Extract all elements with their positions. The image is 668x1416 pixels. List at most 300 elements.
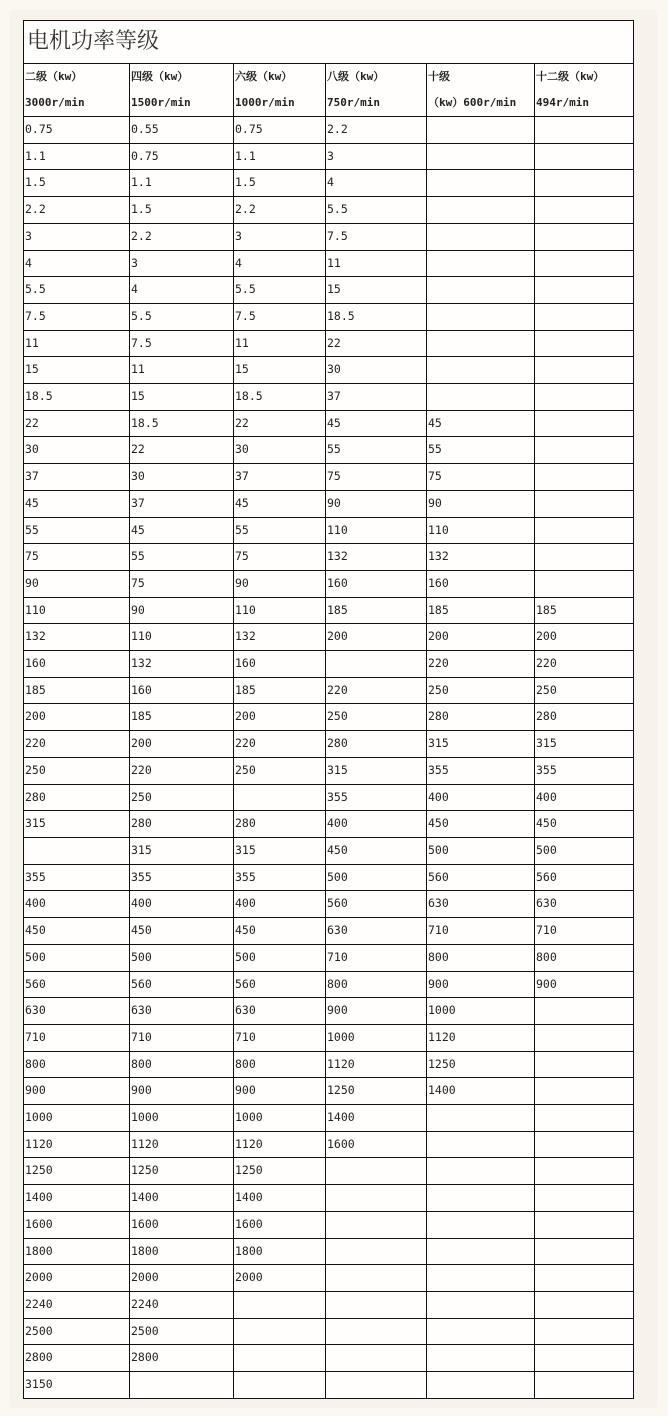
table-cell: 355 <box>234 864 326 891</box>
header-cell <box>427 64 535 117</box>
table-cell: 1000 <box>234 1105 326 1132</box>
table-cell: 355 <box>535 757 634 784</box>
table-cell: 3 <box>234 223 326 250</box>
table-cell: 800 <box>234 1051 326 1078</box>
table-cell: 710 <box>326 944 427 971</box>
table-row <box>24 944 634 971</box>
table-cell: 1120 <box>326 1051 427 1078</box>
table-cell: 55 <box>234 517 326 544</box>
table-row <box>24 170 634 197</box>
table-row <box>24 410 634 437</box>
table-cell: 160 <box>427 570 535 597</box>
table-cell: 22 <box>130 437 234 464</box>
table-cell: 90 <box>24 570 130 597</box>
table-cell: 2800 <box>24 1345 130 1372</box>
table-cell <box>24 837 130 864</box>
table-row <box>24 624 634 651</box>
table-cell: 7.5 <box>24 303 130 330</box>
table-cell: 11 <box>326 250 427 277</box>
table-cell <box>427 1185 535 1212</box>
table-row <box>24 1372 634 1399</box>
table-cell: 5.5 <box>326 197 427 224</box>
table-cell <box>427 250 535 277</box>
table-cell <box>326 1372 427 1399</box>
table-cell: 5.5 <box>234 277 326 304</box>
table-cell: 22 <box>234 410 326 437</box>
table-cell: 110 <box>234 597 326 624</box>
table-cell: 185 <box>130 704 234 731</box>
table-cell <box>535 1291 634 1318</box>
table-row <box>24 677 634 704</box>
header-speed: 750r/min <box>327 96 380 109</box>
table-cell: 1.5 <box>130 197 234 224</box>
table-cell <box>535 303 634 330</box>
table-cell <box>427 1238 535 1265</box>
table-cell: 0.75 <box>234 117 326 144</box>
header-cell <box>535 64 634 117</box>
table-cell <box>535 1105 634 1132</box>
table-cell: 37 <box>24 464 130 491</box>
table-cell <box>427 1345 535 1372</box>
table-cell: 450 <box>535 811 634 838</box>
table-cell: 450 <box>24 918 130 945</box>
table-cell: 11 <box>130 357 234 384</box>
table-cell <box>535 384 634 411</box>
title-row <box>24 21 634 64</box>
table-cell: 185 <box>24 677 130 704</box>
table-cell: 900 <box>535 971 634 998</box>
table-cell: 0.75 <box>24 117 130 144</box>
table-row <box>24 1211 634 1238</box>
table-cell: 200 <box>24 704 130 731</box>
table-cell: 160 <box>130 677 234 704</box>
table-cell: 2.2 <box>234 197 326 224</box>
table-cell: 1.5 <box>24 170 130 197</box>
table-cell: 400 <box>535 784 634 811</box>
table-cell: 1600 <box>234 1211 326 1238</box>
table-cell <box>326 1345 427 1372</box>
table-cell <box>326 1318 427 1345</box>
table-cell: 4 <box>326 170 427 197</box>
table-row <box>24 1131 634 1158</box>
table-cell: 2000 <box>130 1265 234 1292</box>
table-cell: 280 <box>535 704 634 731</box>
table-cell: 1800 <box>130 1238 234 1265</box>
table-cell: 250 <box>234 757 326 784</box>
table-row <box>24 197 634 224</box>
table-cell <box>427 1131 535 1158</box>
table-cell: 220 <box>130 757 234 784</box>
table-cell <box>535 197 634 224</box>
table-cell: 55 <box>326 437 427 464</box>
table-cell: 710 <box>427 918 535 945</box>
table-cell: 280 <box>427 704 535 731</box>
table-cell: 75 <box>326 464 427 491</box>
table-row <box>24 864 634 891</box>
table-cell: 220 <box>24 731 130 758</box>
table-cell: 630 <box>326 918 427 945</box>
header-speed: （kw）600r/min <box>428 96 517 109</box>
table-cell: 315 <box>24 811 130 838</box>
table-cell: 75 <box>130 570 234 597</box>
header-cell <box>234 64 326 117</box>
table-cell: 132 <box>427 544 535 571</box>
table-cell <box>427 143 535 170</box>
table-cell <box>234 784 326 811</box>
table-cell: 15 <box>234 357 326 384</box>
table-row <box>24 731 634 758</box>
table-cell: 450 <box>130 918 234 945</box>
table-cell <box>535 1265 634 1292</box>
table-cell: 2.2 <box>326 117 427 144</box>
table-cell: 2500 <box>24 1318 130 1345</box>
table-row <box>24 1158 634 1185</box>
table-cell: 0.75 <box>130 143 234 170</box>
table-row <box>24 303 634 330</box>
table-cell: 1400 <box>326 1105 427 1132</box>
table-cell: 560 <box>427 864 535 891</box>
table-cell: 110 <box>24 597 130 624</box>
table-cell <box>535 464 634 491</box>
table-cell <box>427 330 535 357</box>
table-cell: 630 <box>427 891 535 918</box>
table-cell <box>535 437 634 464</box>
table-row <box>24 1291 634 1318</box>
table-cell: 90 <box>427 490 535 517</box>
table-cell: 450 <box>234 918 326 945</box>
table-cell: 1400 <box>427 1078 535 1105</box>
table-row <box>24 437 634 464</box>
table-cell: 250 <box>130 784 234 811</box>
table-cell: 2500 <box>130 1318 234 1345</box>
table-cell: 1400 <box>234 1185 326 1212</box>
table-cell: 500 <box>24 944 130 971</box>
table-cell: 45 <box>130 517 234 544</box>
table-cell: 75 <box>427 464 535 491</box>
table-cell: 4 <box>234 250 326 277</box>
table-cell <box>535 570 634 597</box>
table-cell: 500 <box>535 837 634 864</box>
table-cell: 185 <box>427 597 535 624</box>
table-row <box>24 971 634 998</box>
table-cell <box>326 1211 427 1238</box>
table-cell: 30 <box>24 437 130 464</box>
table-cell: 1250 <box>24 1158 130 1185</box>
table-row <box>24 544 634 571</box>
table-cell <box>535 490 634 517</box>
table-cell: 132 <box>130 651 234 678</box>
table-cell: 3 <box>24 223 130 250</box>
table-cell: 500 <box>427 837 535 864</box>
table-cell: 1600 <box>24 1211 130 1238</box>
table-cell <box>535 277 634 304</box>
table-cell: 1000 <box>130 1105 234 1132</box>
table-cell: 800 <box>24 1051 130 1078</box>
table-row <box>24 1105 634 1132</box>
table-cell: 355 <box>427 757 535 784</box>
header-cell <box>24 64 130 117</box>
table-row <box>24 704 634 731</box>
table-cell <box>427 1372 535 1399</box>
table-cell: 5.5 <box>24 277 130 304</box>
table-cell: 1250 <box>130 1158 234 1185</box>
table-cell <box>535 170 634 197</box>
table-cell <box>427 1318 535 1345</box>
table-cell: 7.5 <box>326 223 427 250</box>
table-cell: 1250 <box>234 1158 326 1185</box>
table-cell: 15 <box>24 357 130 384</box>
table-cell: 200 <box>326 624 427 651</box>
table-cell: 1800 <box>234 1238 326 1265</box>
table-cell: 30 <box>326 357 427 384</box>
table-cell: 2.2 <box>24 197 130 224</box>
table-cell: 400 <box>234 891 326 918</box>
table-cell: 1400 <box>24 1185 130 1212</box>
table-cell <box>326 1238 427 1265</box>
table-row <box>24 757 634 784</box>
table-cell: 1.1 <box>24 143 130 170</box>
table-cell: 250 <box>326 704 427 731</box>
table-cell: 7.5 <box>130 330 234 357</box>
table-cell: 55 <box>24 517 130 544</box>
table-row <box>24 250 634 277</box>
table-cell: 500 <box>130 944 234 971</box>
table-cell: 11 <box>24 330 130 357</box>
table-cell <box>535 1211 634 1238</box>
table-row <box>24 384 634 411</box>
table-cell: 1000 <box>24 1105 130 1132</box>
table-cell <box>535 1345 634 1372</box>
table-cell: 45 <box>24 490 130 517</box>
table-cell: 710 <box>130 1024 234 1051</box>
table-cell <box>427 357 535 384</box>
table-cell: 37 <box>326 384 427 411</box>
table-cell <box>535 1238 634 1265</box>
table-cell: 1800 <box>24 1238 130 1265</box>
table-cell: 200 <box>535 624 634 651</box>
table-cell: 800 <box>130 1051 234 1078</box>
table-cell <box>427 1105 535 1132</box>
table-cell: 560 <box>24 971 130 998</box>
table-cell: 110 <box>326 517 427 544</box>
table-cell <box>535 357 634 384</box>
table-cell <box>535 1024 634 1051</box>
table-cell: 1120 <box>234 1131 326 1158</box>
table-row <box>24 1318 634 1345</box>
table-row <box>24 117 634 144</box>
table-cell <box>427 197 535 224</box>
table-cell: 7.5 <box>234 303 326 330</box>
table-cell: 800 <box>326 971 427 998</box>
table-cell <box>535 1185 634 1212</box>
table-cell: 110 <box>427 517 535 544</box>
table-cell <box>326 1158 427 1185</box>
table-cell: 220 <box>234 731 326 758</box>
table-cell <box>427 117 535 144</box>
table-cell <box>427 303 535 330</box>
table-cell: 1250 <box>326 1078 427 1105</box>
table-row <box>24 1024 634 1051</box>
table-cell <box>427 1291 535 1318</box>
table-cell: 3 <box>326 143 427 170</box>
table-row <box>24 651 634 678</box>
table-cell: 630 <box>130 998 234 1025</box>
table-cell: 160 <box>326 570 427 597</box>
table-cell: 900 <box>234 1078 326 1105</box>
table-cell: 45 <box>234 490 326 517</box>
table-cell <box>535 1131 634 1158</box>
table-cell: 160 <box>234 651 326 678</box>
table-cell: 37 <box>234 464 326 491</box>
table-cell <box>535 1051 634 1078</box>
table-cell <box>535 517 634 544</box>
table-cell <box>535 223 634 250</box>
table-cell: 280 <box>130 811 234 838</box>
table-cell: 710 <box>24 1024 130 1051</box>
table-cell: 160 <box>24 651 130 678</box>
table-cell: 22 <box>24 410 130 437</box>
table-cell: 630 <box>535 891 634 918</box>
table-cell: 315 <box>234 837 326 864</box>
table-cell: 22 <box>326 330 427 357</box>
header-speed: 3000r/min <box>25 96 85 109</box>
table-cell: 45 <box>326 410 427 437</box>
table-cell: 355 <box>24 864 130 891</box>
table-cell: 1400 <box>130 1185 234 1212</box>
table-cell: 1.1 <box>130 170 234 197</box>
table-cell: 400 <box>24 891 130 918</box>
table-cell <box>427 1265 535 1292</box>
table-cell: 1600 <box>130 1211 234 1238</box>
table-cell: 55 <box>427 437 535 464</box>
table-row <box>24 597 634 624</box>
table-cell: 1250 <box>427 1051 535 1078</box>
table-row <box>24 517 634 544</box>
table-row <box>24 143 634 170</box>
table-cell <box>130 1372 234 1399</box>
table-cell <box>535 1318 634 1345</box>
table-cell: 355 <box>130 864 234 891</box>
table-cell: 90 <box>130 597 234 624</box>
table-cell: 18.5 <box>234 384 326 411</box>
table-cell <box>427 384 535 411</box>
table-row <box>24 1185 634 1212</box>
header-pole: 十级 <box>428 70 450 83</box>
table-cell: 75 <box>234 544 326 571</box>
header-row <box>24 64 634 117</box>
table-row <box>24 490 634 517</box>
table-cell: 2000 <box>234 1265 326 1292</box>
table-cell: 5.5 <box>130 303 234 330</box>
table-cell <box>535 330 634 357</box>
table-cell: 1000 <box>427 998 535 1025</box>
table-cell: 30 <box>234 437 326 464</box>
table-cell: 18.5 <box>326 303 427 330</box>
table-cell: 2240 <box>130 1291 234 1318</box>
table-cell: 560 <box>234 971 326 998</box>
table-cell: 37 <box>130 490 234 517</box>
table-cell: 1120 <box>24 1131 130 1158</box>
table-row <box>24 1238 634 1265</box>
table-cell: 55 <box>130 544 234 571</box>
table-title: 电机功率等级 <box>24 21 634 64</box>
table-cell: 800 <box>427 944 535 971</box>
table-cell: 630 <box>234 998 326 1025</box>
table-cell: 1600 <box>326 1131 427 1158</box>
table-cell <box>427 170 535 197</box>
table-cell: 185 <box>326 597 427 624</box>
table-row <box>24 1265 634 1292</box>
header-pole: 八级（kw） <box>327 70 385 83</box>
table-cell <box>535 1372 634 1399</box>
table-cell: 450 <box>326 837 427 864</box>
table-cell: 2000 <box>24 1265 130 1292</box>
table-cell: 560 <box>535 864 634 891</box>
table-cell <box>326 1265 427 1292</box>
table-cell <box>427 1158 535 1185</box>
table-cell: 280 <box>326 731 427 758</box>
table-cell: 560 <box>130 971 234 998</box>
table-cell <box>234 1291 326 1318</box>
table-cell <box>535 143 634 170</box>
header-speed: 494r/min <box>536 96 589 109</box>
header-pole: 六级（kw） <box>235 70 293 83</box>
table-cell: 280 <box>24 784 130 811</box>
table-cell: 185 <box>535 597 634 624</box>
table-cell: 630 <box>24 998 130 1025</box>
table-cell: 4 <box>24 250 130 277</box>
table-cell: 1.5 <box>234 170 326 197</box>
table-cell: 2800 <box>130 1345 234 1372</box>
table-cell: 280 <box>234 811 326 838</box>
table-cell <box>535 1078 634 1105</box>
table-cell: 18.5 <box>24 384 130 411</box>
table-cell: 220 <box>535 651 634 678</box>
table-row <box>24 330 634 357</box>
table-cell: 1120 <box>427 1024 535 1051</box>
table-cell <box>535 998 634 1025</box>
table-cell <box>326 651 427 678</box>
table-row <box>24 570 634 597</box>
table-cell: 250 <box>427 677 535 704</box>
table-cell <box>326 1185 427 1212</box>
table-row <box>24 784 634 811</box>
table-cell: 800 <box>535 944 634 971</box>
table-cell: 4 <box>130 277 234 304</box>
table-cell: 900 <box>427 971 535 998</box>
table-cell: 200 <box>130 731 234 758</box>
table-cell: 400 <box>326 811 427 838</box>
table-cell: 250 <box>24 757 130 784</box>
table-cell: 200 <box>427 624 535 651</box>
table-cell: 2.2 <box>130 223 234 250</box>
table-row <box>24 1345 634 1372</box>
table-cell: 3150 <box>24 1372 130 1399</box>
table-cell: 315 <box>535 731 634 758</box>
table-cell: 250 <box>535 677 634 704</box>
table-cell <box>427 223 535 250</box>
table-cell: 1.1 <box>234 143 326 170</box>
table-row <box>24 998 634 1025</box>
header-cell <box>326 64 427 117</box>
table-cell: 900 <box>130 1078 234 1105</box>
table-cell: 18.5 <box>130 410 234 437</box>
header-speed: 1000r/min <box>235 96 295 109</box>
table-cell: 15 <box>130 384 234 411</box>
table-cell: 200 <box>234 704 326 731</box>
table-row <box>24 811 634 838</box>
table-cell: 1120 <box>130 1131 234 1158</box>
